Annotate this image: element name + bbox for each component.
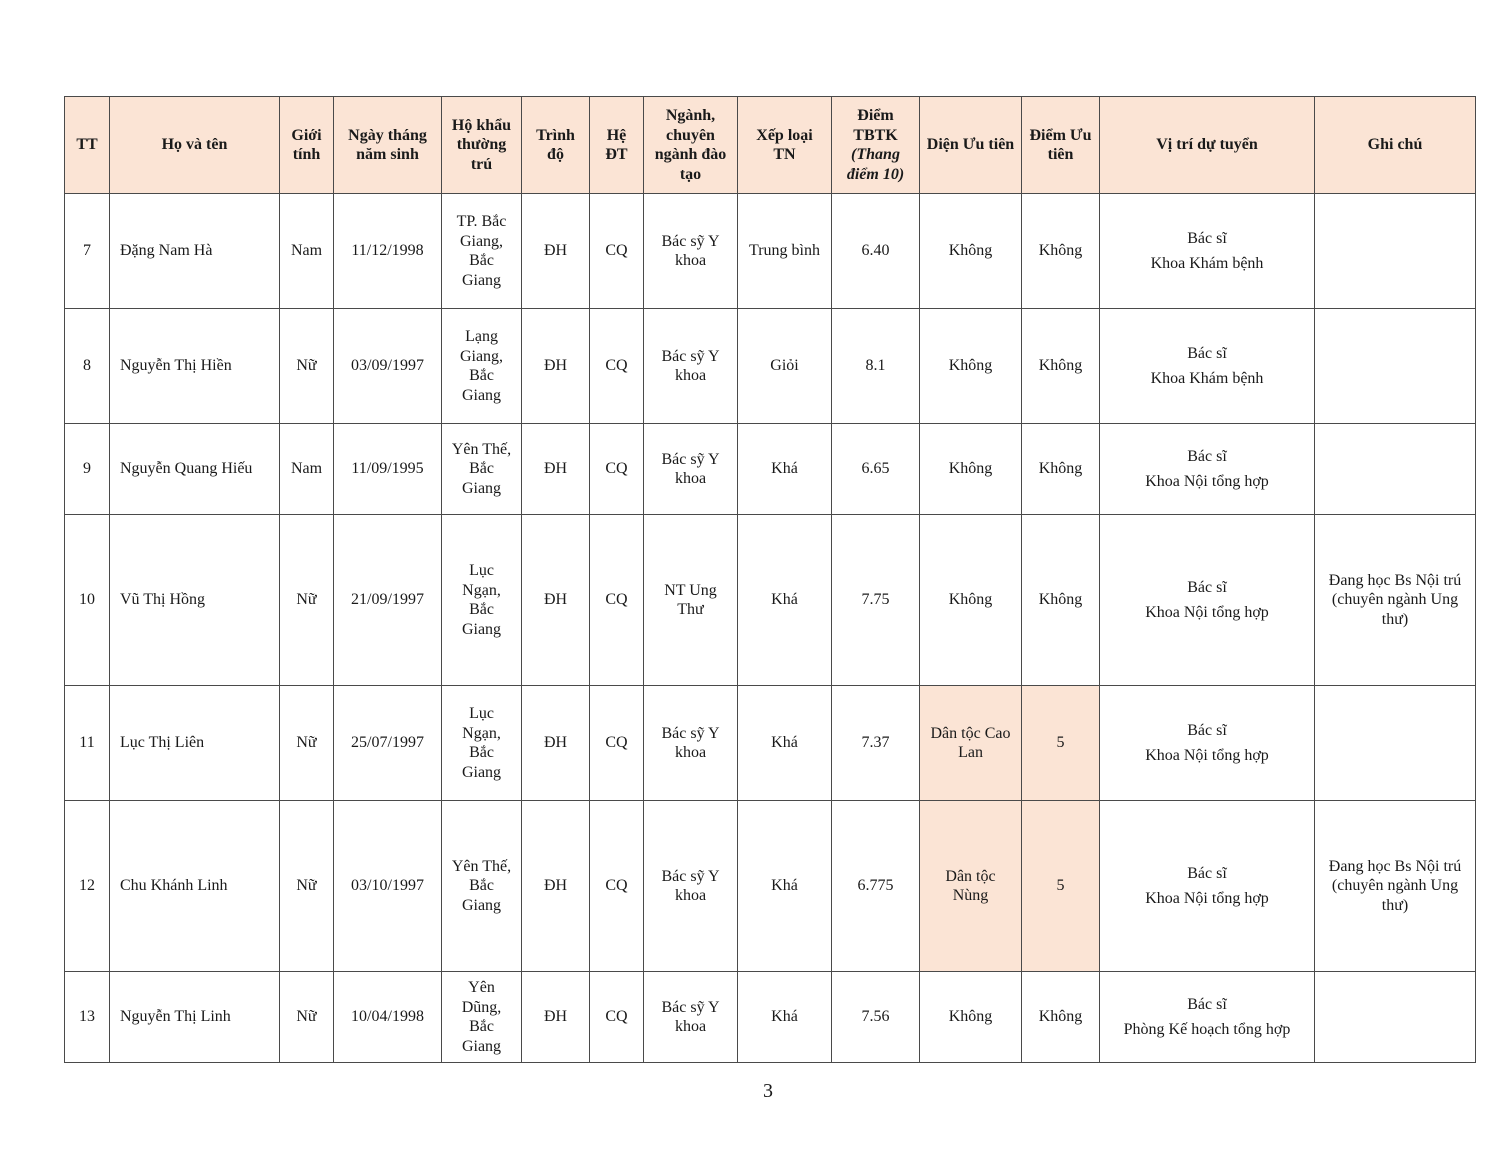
header-score <box>832 97 920 194</box>
header-mode: Hệ ĐT <box>590 97 644 194</box>
cell-grade: Khá <box>738 424 832 515</box>
position-title: Bác sĩ <box>1187 722 1227 739</box>
table-row <box>65 686 1476 801</box>
cell-residence: TP. Bắc Giang, Bắc Giang <box>442 194 522 309</box>
cell-score: 6.65 <box>832 424 920 515</box>
header-level: Trình độ <box>522 97 590 194</box>
header-score-label: Điểm TBTK <box>853 107 898 144</box>
cell-level: ĐH <box>522 972 590 1063</box>
header-position: Vị trí dự tuyển <box>1100 97 1315 194</box>
cell-name: Nguyễn Quang Hiếu <box>110 424 280 515</box>
cell-tt: 11 <box>65 686 110 801</box>
table-row <box>65 424 1476 515</box>
position-dept: Khoa Khám bệnh <box>1150 369 1264 387</box>
cell-position <box>1100 972 1315 1063</box>
header-major: Ngành, chuyên ngành đào tạo <box>644 97 738 194</box>
position-dept: Khoa Khám bệnh <box>1150 254 1264 272</box>
cell-major: Bác sỹ Y khoa <box>644 309 738 424</box>
cell-name: Vũ Thị Hồng <box>110 515 280 686</box>
candidate-table <box>64 96 1476 1063</box>
table-row <box>65 972 1476 1063</box>
cell-priority-group: Không <box>920 309 1022 424</box>
header-residence: Hộ khẩu thường trú <box>442 97 522 194</box>
cell-priority-group: Không <box>920 515 1022 686</box>
cell-priority-group: Không <box>920 972 1022 1063</box>
cell-dob: 11/12/1998 <box>334 194 442 309</box>
position-title: Bác sĩ <box>1187 345 1227 362</box>
cell-gender: Nữ <box>280 686 334 801</box>
cell-dob: 03/10/1997 <box>334 801 442 972</box>
cell-grade: Trung bình <box>738 194 832 309</box>
cell-tt: 9 <box>65 424 110 515</box>
cell-gender: Nữ <box>280 515 334 686</box>
cell-major: Bác sỹ Y khoa <box>644 194 738 309</box>
cell-score: 8.1 <box>832 309 920 424</box>
cell-score: 7.75 <box>832 515 920 686</box>
header-dob: Ngày tháng năm sinh <box>334 97 442 194</box>
cell-grade: Khá <box>738 972 832 1063</box>
cell-dob: 03/09/1997 <box>334 309 442 424</box>
cell-priority-group: Dân tộc Nùng <box>920 801 1022 972</box>
header-gender: Giới tính <box>280 97 334 194</box>
cell-tt: 12 <box>65 801 110 972</box>
cell-major: NT Ung Thư <box>644 515 738 686</box>
cell-tt: 8 <box>65 309 110 424</box>
cell-position <box>1100 686 1315 801</box>
table-row <box>65 194 1476 309</box>
header-note: Ghi chú <box>1315 97 1476 194</box>
cell-position <box>1100 801 1315 972</box>
cell-note <box>1315 309 1476 424</box>
cell-dob: 10/04/1998 <box>334 972 442 1063</box>
cell-priority-score: Không <box>1022 515 1100 686</box>
cell-residence: Yên Thế, Bắc Giang <box>442 801 522 972</box>
cell-residence: Yên Thế, Bắc Giang <box>442 424 522 515</box>
cell-score: 6.40 <box>832 194 920 309</box>
header-score-scale: (Thang điểm 10) <box>846 146 905 183</box>
cell-major: Bác sỹ Y khoa <box>644 686 738 801</box>
cell-level: ĐH <box>522 686 590 801</box>
cell-level: ĐH <box>522 194 590 309</box>
cell-mode: CQ <box>590 801 644 972</box>
table-header-row <box>65 97 1476 194</box>
cell-level: ĐH <box>522 309 590 424</box>
cell-grade: Khá <box>738 686 832 801</box>
cell-tt: 13 <box>65 972 110 1063</box>
cell-note: Đang học Bs Nội trú (chuyên ngành Ung thư) <box>1315 801 1476 972</box>
cell-priority-score: Không <box>1022 424 1100 515</box>
position-dept: Khoa Nội tổng hợp <box>1145 472 1269 490</box>
cell-dob: 11/09/1995 <box>334 424 442 515</box>
cell-position <box>1100 309 1315 424</box>
cell-name: Lục Thị Liên <box>110 686 280 801</box>
cell-priority-score: Không <box>1022 194 1100 309</box>
cell-priority-score: 5 <box>1022 801 1100 972</box>
cell-mode: CQ <box>590 309 644 424</box>
position-dept: Khoa Nội tổng hợp <box>1145 603 1269 621</box>
cell-priority-group: Không <box>920 194 1022 309</box>
header-priority-group: Diện Ưu tiên <box>920 97 1022 194</box>
cell-score: 7.56 <box>832 972 920 1063</box>
cell-gender: Nữ <box>280 972 334 1063</box>
cell-score: 7.37 <box>832 686 920 801</box>
position-title: Bác sĩ <box>1187 996 1227 1013</box>
cell-dob: 25/07/1997 <box>334 686 442 801</box>
cell-mode: CQ <box>590 686 644 801</box>
cell-tt: 10 <box>65 515 110 686</box>
table-row <box>65 515 1476 686</box>
cell-note <box>1315 972 1476 1063</box>
cell-level: ĐH <box>522 515 590 686</box>
cell-score: 6.775 <box>832 801 920 972</box>
cell-mode: CQ <box>590 424 644 515</box>
table-row <box>65 309 1476 424</box>
cell-gender: Nam <box>280 194 334 309</box>
position-dept: Phòng Kế hoạch tổng hợp <box>1123 1020 1291 1038</box>
cell-priority-group: Dân tộc Cao Lan <box>920 686 1022 801</box>
cell-residence: Yên Dũng, Bắc Giang <box>442 972 522 1063</box>
position-title: Bác sĩ <box>1187 230 1227 247</box>
cell-mode: CQ <box>590 515 644 686</box>
cell-mode: CQ <box>590 972 644 1063</box>
position-dept: Khoa Nội tổng hợp <box>1145 889 1269 907</box>
header-tt: TT <box>65 97 110 194</box>
header-priority-score: Điểm Ưu tiên <box>1022 97 1100 194</box>
position-title: Bác sĩ <box>1187 579 1227 596</box>
cell-residence: Lục Ngạn, Bắc Giang <box>442 686 522 801</box>
cell-grade: Giỏi <box>738 309 832 424</box>
page-number: 3 <box>763 1080 773 1102</box>
cell-note <box>1315 686 1476 801</box>
cell-level: ĐH <box>522 424 590 515</box>
cell-note: Đang học Bs Nội trú (chuyên ngành Ung thư) <box>1315 515 1476 686</box>
table-row <box>65 801 1476 972</box>
position-title: Bác sĩ <box>1187 448 1227 465</box>
cell-priority-score: 5 <box>1022 686 1100 801</box>
cell-name: Đặng Nam Hà <box>110 194 280 309</box>
cell-major: Bác sỹ Y khoa <box>644 801 738 972</box>
cell-note <box>1315 194 1476 309</box>
cell-name: Nguyễn Thị Hiền <box>110 309 280 424</box>
cell-major: Bác sỹ Y khoa <box>644 972 738 1063</box>
position-title: Bác sĩ <box>1187 865 1227 882</box>
cell-major: Bác sỹ Y khoa <box>644 424 738 515</box>
header-grade: Xếp loại TN <box>738 97 832 194</box>
cell-grade: Khá <box>738 801 832 972</box>
cell-name: Chu Khánh Linh <box>110 801 280 972</box>
cell-name: Nguyễn Thị Linh <box>110 972 280 1063</box>
cell-position <box>1100 194 1315 309</box>
cell-tt: 7 <box>65 194 110 309</box>
cell-mode: CQ <box>590 194 644 309</box>
cell-grade: Khá <box>738 515 832 686</box>
cell-gender: Nam <box>280 424 334 515</box>
cell-dob: 21/09/1997 <box>334 515 442 686</box>
cell-priority-score: Không <box>1022 972 1100 1063</box>
cell-residence: Lạng Giang, Bắc Giang <box>442 309 522 424</box>
cell-note <box>1315 424 1476 515</box>
cell-residence: Lục Ngạn, Bắc Giang <box>442 515 522 686</box>
position-dept: Khoa Nội tổng hợp <box>1145 746 1269 764</box>
cell-priority-score: Không <box>1022 309 1100 424</box>
cell-priority-group: Không <box>920 424 1022 515</box>
cell-gender: Nữ <box>280 309 334 424</box>
cell-gender: Nữ <box>280 801 334 972</box>
header-name: Họ và tên <box>110 97 280 194</box>
cell-position <box>1100 424 1315 515</box>
cell-position <box>1100 515 1315 686</box>
cell-level: ĐH <box>522 801 590 972</box>
